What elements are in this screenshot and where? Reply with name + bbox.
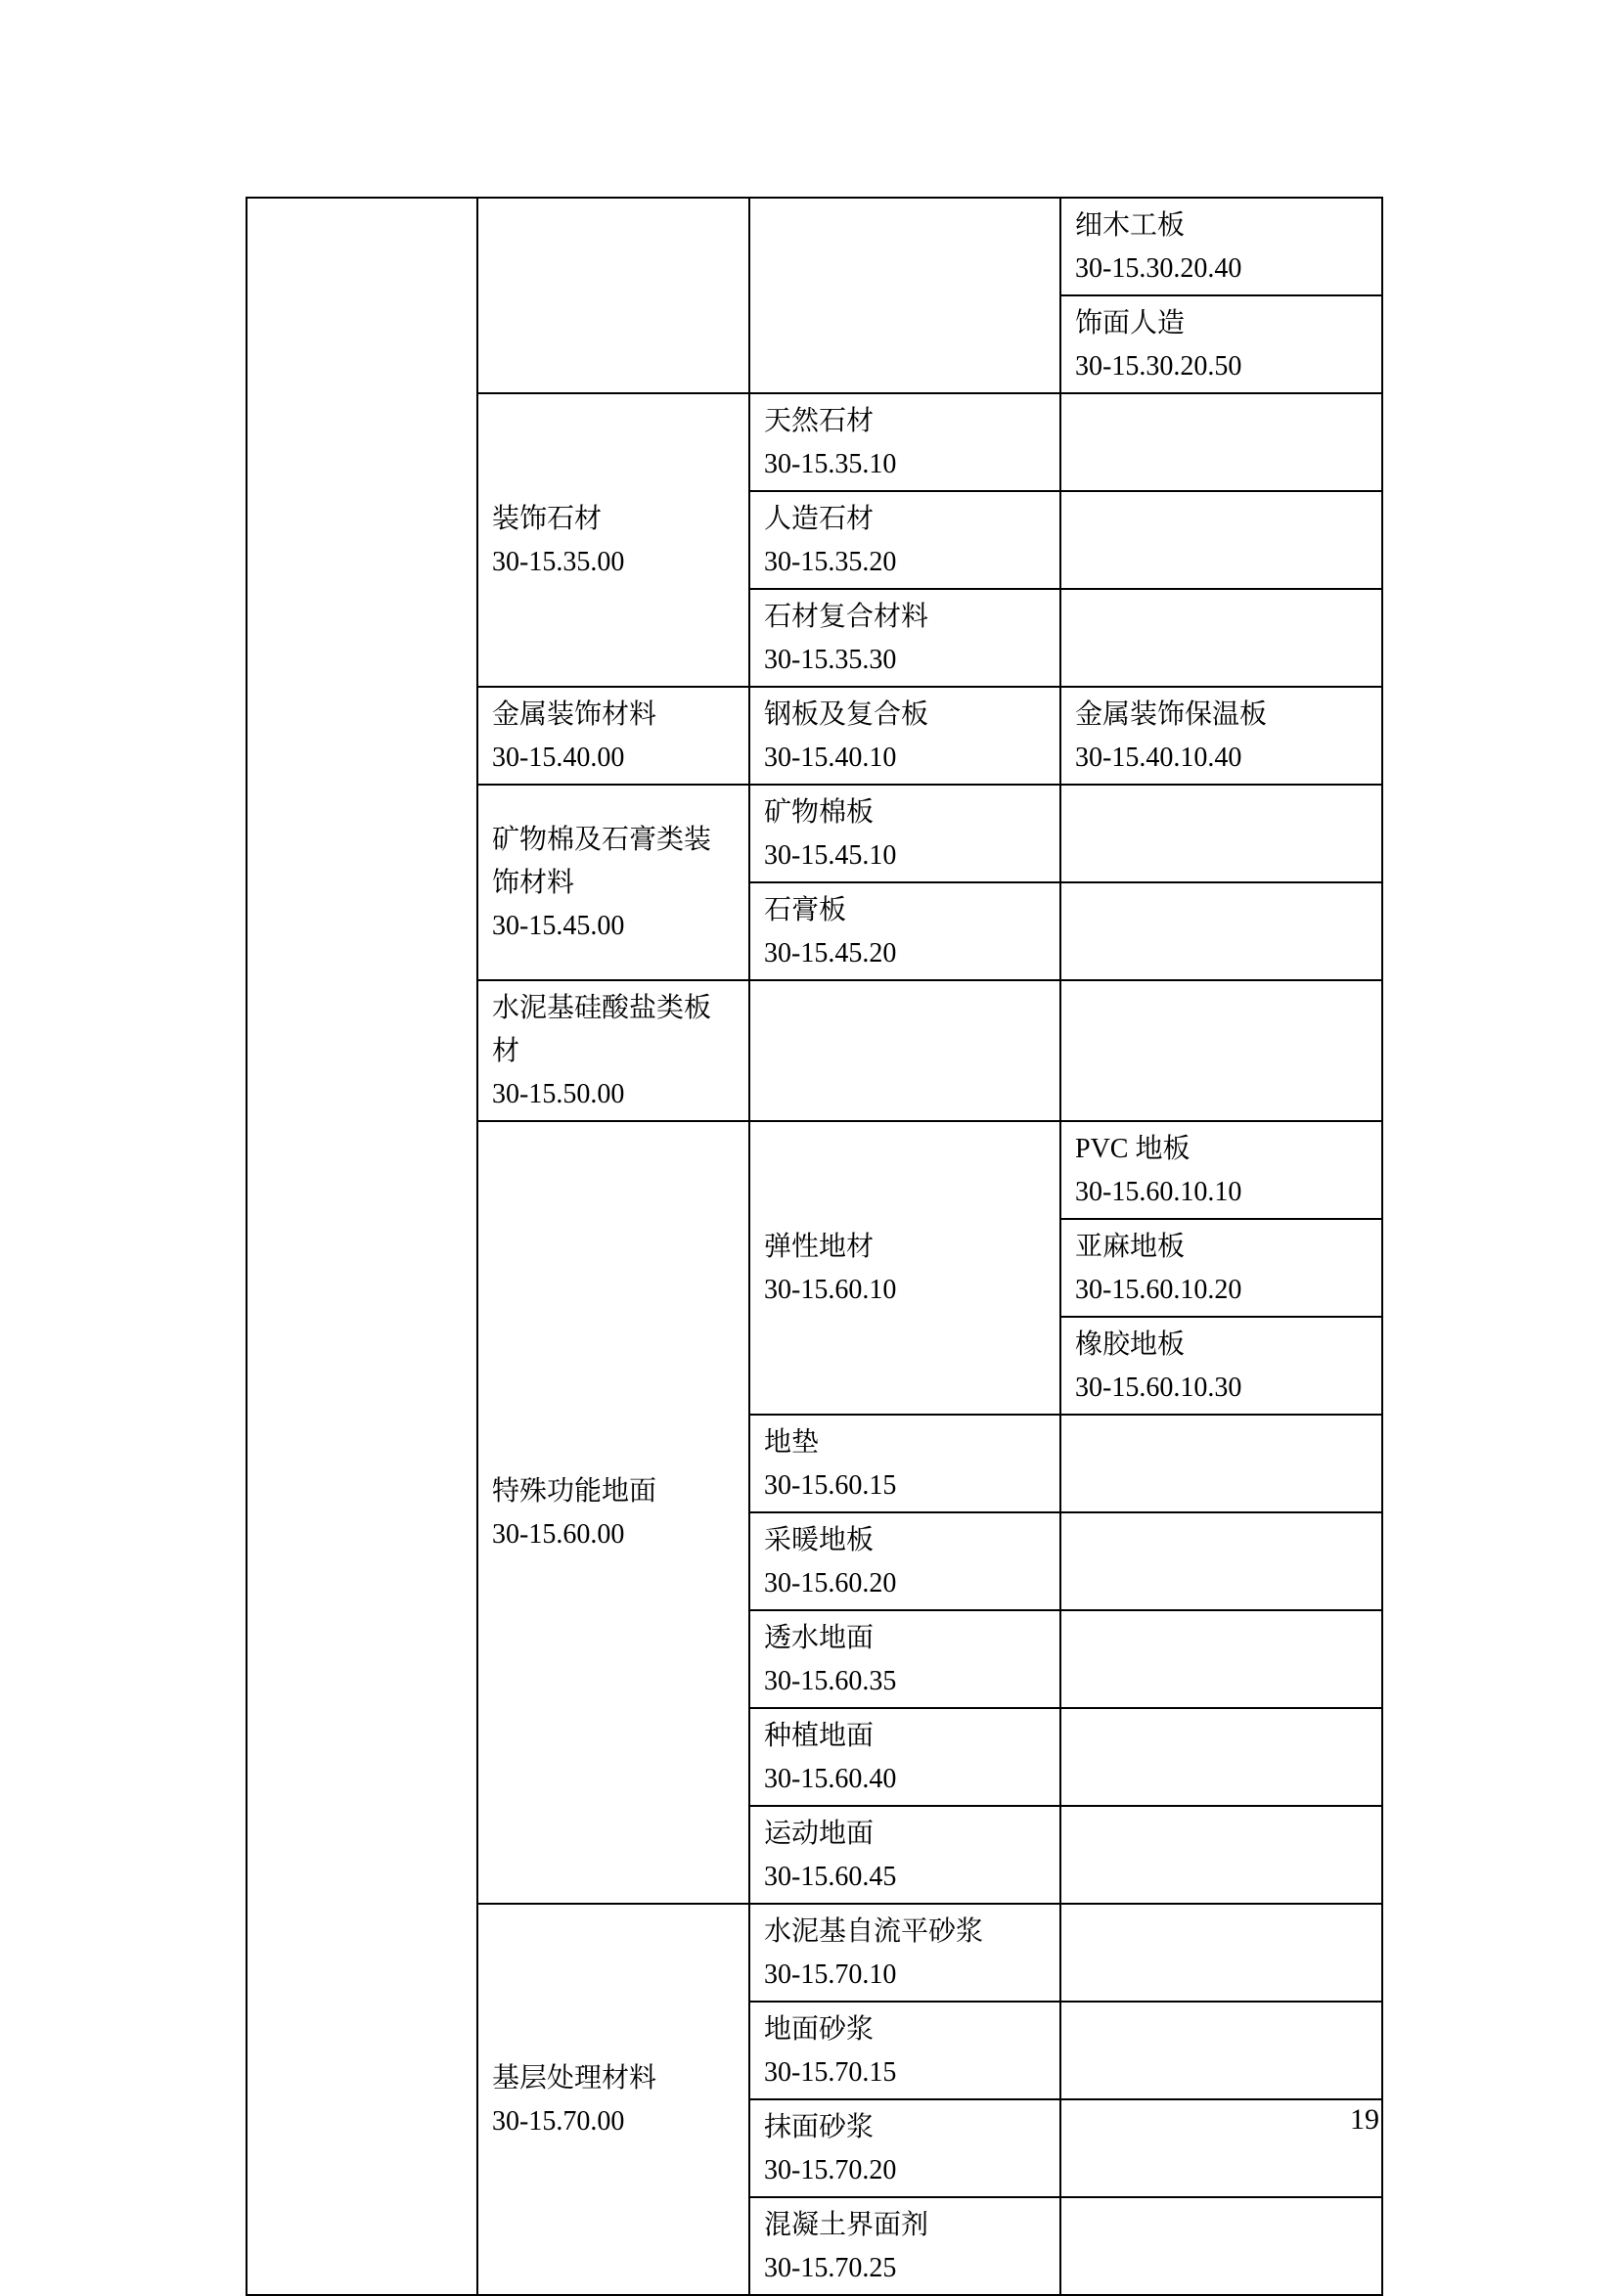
category-code: 30-15.70.10 <box>764 1959 897 1990</box>
category-cell-level3 <box>749 882 1060 980</box>
category-cell-level4-empty <box>1060 1610 1382 1708</box>
category-code: 30-15.70.15 <box>764 2057 897 2088</box>
category-cell-level2 <box>477 785 749 980</box>
category-code: 30-15.35.20 <box>764 547 897 577</box>
category-code: 30-15.60.10.30 <box>1075 1373 1242 1403</box>
category-name: 特殊功能地面 <box>492 1476 657 1507</box>
category-code: 30-15.60.10.20 <box>1075 1275 1242 1305</box>
category-name: 石材复合材料 <box>764 602 929 632</box>
category-code: 30-15.60.10.10 <box>1075 1177 1242 1207</box>
category-cell-level3 <box>749 589 1060 687</box>
category-name: 种植地面 <box>764 1721 875 1751</box>
category-code: 30-15.35.10 <box>764 449 897 479</box>
category-name: 弹性地材 <box>764 1232 875 1262</box>
category-code: 30-15.45.10 <box>764 840 897 871</box>
category-cell-level2 <box>477 687 749 785</box>
category-cell-level4-empty <box>1060 2099 1382 2197</box>
category-name: 亚麻地板 <box>1075 1232 1186 1262</box>
category-code: 30-15.60.35 <box>764 1666 897 1696</box>
category-code: 30-15.40.10 <box>764 743 897 773</box>
category-cell-level4-empty <box>1060 1904 1382 2002</box>
category-code: 30-15.60.10 <box>764 1275 897 1305</box>
category-code: 30-15.70.00 <box>492 2106 625 2137</box>
category-code: 30-15.50.00 <box>492 1079 625 1109</box>
category-cell-level4 <box>1060 1121 1382 1219</box>
category-name: 采暖地板 <box>764 1525 875 1555</box>
category-name: 矿物棉板 <box>764 797 875 828</box>
page-number: 19 <box>1350 2103 1379 2136</box>
category-cell-level4-empty <box>1060 980 1382 1121</box>
category-cell-level4 <box>1060 1317 1382 1415</box>
category-cell-level4-empty <box>1060 1708 1382 1806</box>
category-cell-level4-empty <box>1060 1415 1382 1512</box>
category-name: 水泥基硅酸盐类板材 <box>492 993 712 1066</box>
category-code: 30-15.35.00 <box>492 547 625 577</box>
category-code: 30-15.45.20 <box>764 938 897 968</box>
category-cell-level3 <box>749 2002 1060 2099</box>
category-name: 装饰石材 <box>492 504 603 534</box>
category-name: 橡胶地板 <box>1075 1329 1186 1360</box>
category-cell-level4 <box>1060 687 1382 785</box>
category-cell-level4 <box>1060 198 1382 295</box>
category-name: 饰面人造 <box>1075 308 1186 338</box>
category-cell-level4-empty <box>1060 2002 1382 2099</box>
category-name: 基层处理材料 <box>492 2063 657 2093</box>
category-cell-level3 <box>749 1610 1060 1708</box>
category-cell-level3 <box>749 785 1060 882</box>
category-cell-level3 <box>749 1512 1060 1610</box>
category-code: 30-15.70.25 <box>764 2253 897 2283</box>
category-code: 30-15.60.45 <box>764 1862 897 1892</box>
category-cell-level3 <box>749 1904 1060 2002</box>
category-cell-level3-empty <box>749 980 1060 1121</box>
category-name: 地垫 <box>764 1427 820 1458</box>
category-code: 30-15.70.20 <box>764 2155 897 2185</box>
category-cell-level3 <box>749 2099 1060 2197</box>
category-name: 石膏板 <box>764 895 847 925</box>
category-code: 30-15.60.40 <box>764 1764 897 1794</box>
category-name: 水泥基自流平砂浆 <box>764 1916 984 1947</box>
category-name: 钢板及复合板 <box>764 699 929 730</box>
category-cell-level4-empty <box>1060 589 1382 687</box>
category-cell-level3 <box>749 1121 1060 1415</box>
table-row <box>247 198 1382 295</box>
category-name: 混凝土界面剂 <box>764 2210 929 2240</box>
category-cell-level4-empty <box>1060 2197 1382 2295</box>
category-name: 矿物棉及石膏类装饰材料 <box>492 825 712 898</box>
category-cell-level2 <box>477 1904 749 2295</box>
category-name: 细木工板 <box>1075 210 1186 241</box>
category-cell-level3 <box>749 1806 1060 1904</box>
classification-table <box>246 197 1383 2296</box>
category-code: 30-15.40.00 <box>492 743 625 773</box>
category-code: 30-15.45.00 <box>492 911 625 941</box>
category-cell-level4-empty <box>1060 785 1382 882</box>
category-code: 30-15.30.20.40 <box>1075 253 1242 284</box>
category-code: 30-15.30.20.50 <box>1075 351 1242 382</box>
category-code: 30-15.60.15 <box>764 1470 897 1501</box>
category-cell-level4-empty <box>1060 1806 1382 1904</box>
category-name: 天然石材 <box>764 406 875 436</box>
category-code: 30-15.60.00 <box>492 1519 625 1550</box>
category-cell-level4-empty <box>1060 1512 1382 1610</box>
category-code: 30-15.40.10.40 <box>1075 743 1242 773</box>
category-name: 地面砂浆 <box>764 2014 875 2045</box>
category-code: 30-15.60.20 <box>764 1568 897 1598</box>
category-cell-level4-empty <box>1060 491 1382 589</box>
category-cell-level3 <box>749 491 1060 589</box>
category-cell-level1-empty <box>247 198 477 2295</box>
category-cell-level3 <box>749 1415 1060 1512</box>
category-name: 运动地面 <box>764 1819 875 1849</box>
category-name: 人造石材 <box>764 504 875 534</box>
category-cell-level3-empty <box>749 198 1060 393</box>
category-cell-level3 <box>749 2197 1060 2295</box>
category-name: PVC 地板 <box>1075 1134 1191 1164</box>
category-cell-level2 <box>477 393 749 687</box>
category-cell-level4-empty <box>1060 882 1382 980</box>
category-cell-level4 <box>1060 295 1382 393</box>
category-name: 金属装饰保温板 <box>1075 699 1268 730</box>
category-cell-level3 <box>749 1708 1060 1806</box>
category-cell-level2 <box>477 980 749 1121</box>
category-cell-level2-empty <box>477 198 749 393</box>
category-name: 金属装饰材料 <box>492 699 657 730</box>
category-name: 抹面砂浆 <box>764 2112 875 2142</box>
category-code: 30-15.35.30 <box>764 645 897 675</box>
category-cell-level2 <box>477 1121 749 1904</box>
category-cell-level4-empty <box>1060 393 1382 491</box>
category-cell-level3 <box>749 393 1060 491</box>
category-name: 透水地面 <box>764 1623 875 1653</box>
category-cell-level4 <box>1060 1219 1382 1317</box>
category-cell-level3 <box>749 687 1060 785</box>
